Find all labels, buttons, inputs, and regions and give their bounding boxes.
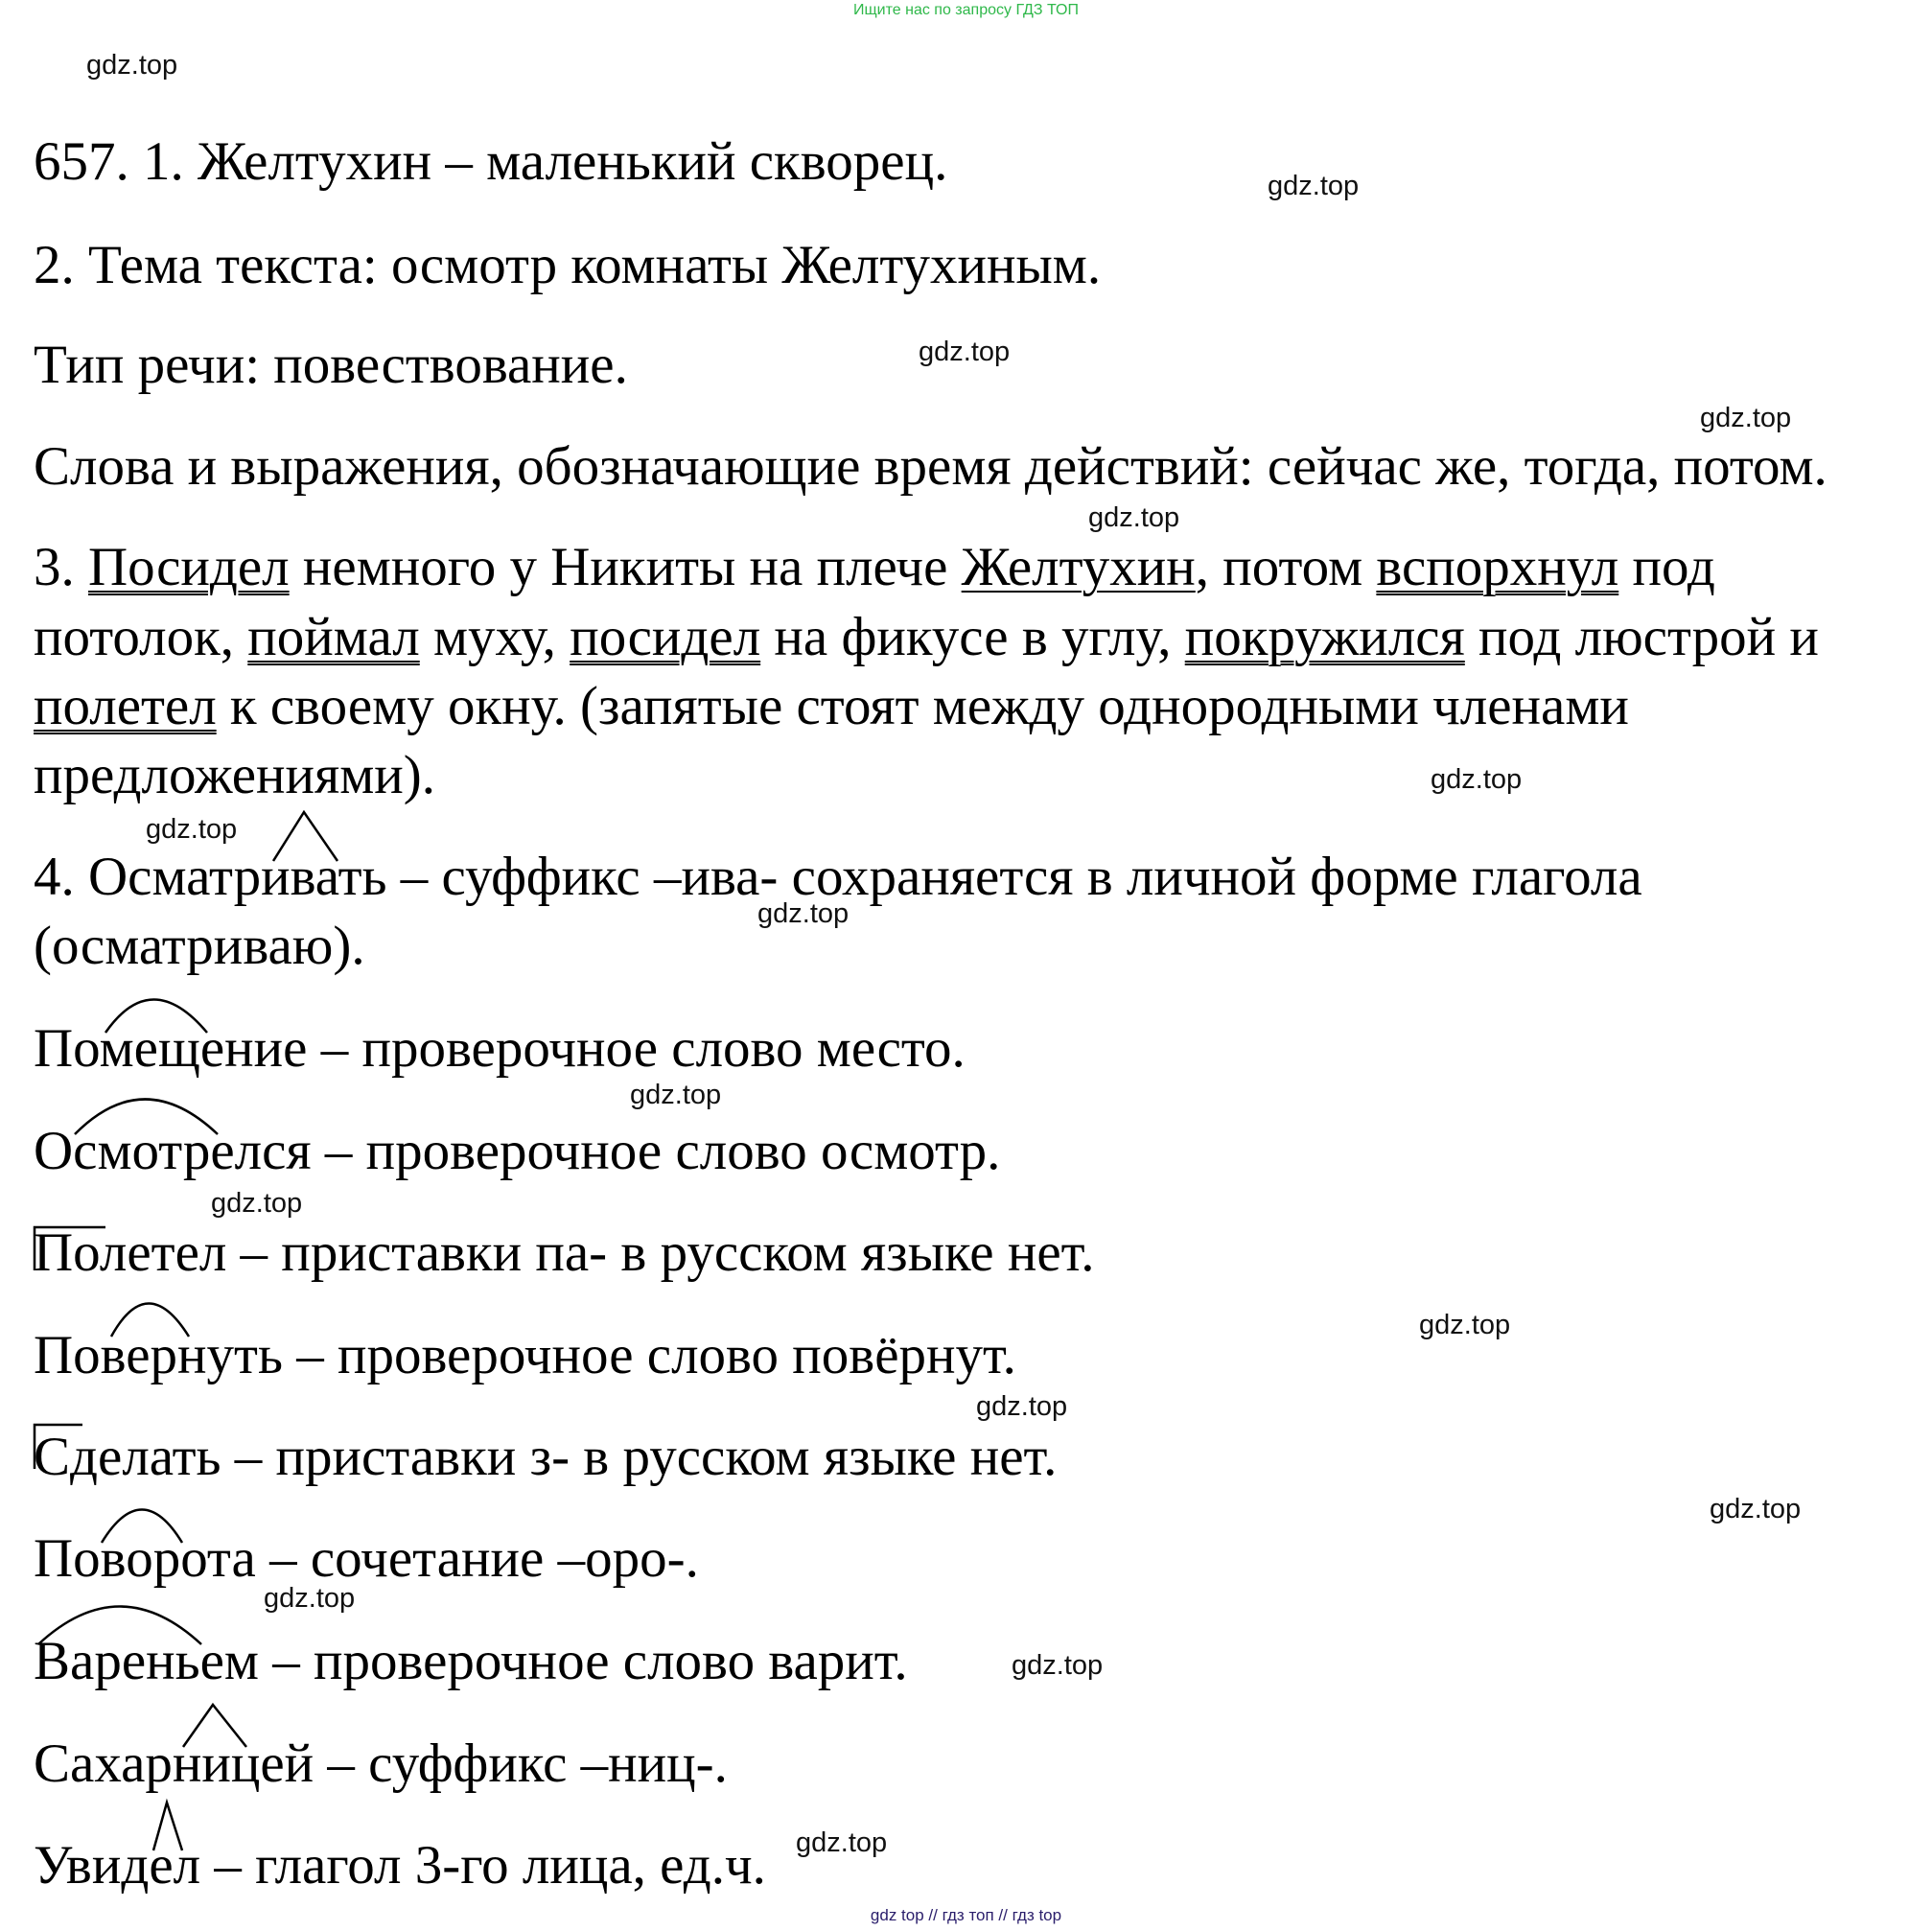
answer-line-6 [34, 607, 1819, 667]
watermark: gdz.top [146, 814, 238, 845]
answer-line-7 [34, 676, 1629, 736]
answer-line-15: Сделать – приставки з- в русском языке нет. [34, 1427, 1058, 1487]
watermark: gdz.top [1419, 1310, 1511, 1340]
subject-underlined: Желтухин [961, 537, 1196, 597]
predicate-underlined: полетел [34, 676, 217, 736]
top-banner: Ищите нас по запросу ГДЗ ТОП [853, 2, 1079, 18]
text-span: потолок, [34, 607, 248, 667]
watermark: gdz.top [1268, 171, 1360, 201]
answer-line-16: Поворота – сочетание –оро-. [34, 1528, 699, 1589]
answer-line-12: Осмотрелся – проверочное слово осмотр. [34, 1121, 1001, 1181]
answer-line-3: Тип речи: повествование. [34, 335, 628, 395]
watermark: gdz.top [630, 1080, 722, 1110]
answer-line-1: 657. 1. Желтухин – маленький скворец. [34, 131, 948, 192]
predicate-underlined: покружился [1184, 607, 1465, 667]
answer-line-17: Вареньем – проверочное слово варит. [34, 1631, 908, 1691]
answer-line-11: Помещение – проверочное слово место. [34, 1018, 966, 1079]
watermark: gdz.top [919, 337, 1011, 367]
answer-line-4: Слова и выражения, обозначающие время действий: сейчас же, тогда, потом. [34, 436, 1827, 497]
text-span: к своему окну. (запятые стоят между однородными членами [216, 676, 1629, 736]
text-span: , потом [1195, 537, 1377, 597]
watermark: gdz.top [757, 898, 850, 929]
answer-line-18: Сахарницей – суффикс –ниц-. [34, 1733, 728, 1794]
predicate-underlined: вспорхнул [1376, 537, 1619, 597]
answer-line-10: (осматриваю). [34, 916, 365, 976]
answer-line-2: 2. Тема текста: осмотр комнаты Желтухиным. [34, 235, 1102, 295]
text-span: муху, [419, 607, 570, 667]
text-span: на фикусе в углу, [760, 607, 1185, 667]
text-span: немного у Никиты на плече [289, 537, 962, 597]
predicate-underlined: поймал [247, 607, 420, 667]
text-span: 3. [34, 537, 88, 597]
footer: gdz top // гдз топ // гдз top [870, 1906, 1062, 1924]
watermark: gdz.top [976, 1391, 1068, 1422]
predicate-underlined: Посидел [88, 537, 290, 597]
text-span: под [1618, 537, 1715, 597]
answer-line-13: Полетел – приставки па- в русском языке нет. [34, 1222, 1095, 1283]
answer-line-14: Повернуть – проверочное слово повёрнут. [34, 1325, 1016, 1385]
watermark: gdz.top [1700, 403, 1792, 433]
answer-line-9: 4. Осматривать – суффикс –ива- сохраняется в личной форме глагола [34, 847, 1642, 907]
predicate-underlined: посидел [570, 607, 761, 667]
watermark: gdz.top [211, 1188, 303, 1219]
answer-line-5 [34, 537, 1715, 597]
watermark: gdz.top [796, 1827, 888, 1858]
watermark: gdz.top [264, 1583, 356, 1614]
watermark: gdz.top [1088, 502, 1180, 533]
answer-line-19: Увидел – глагол 3-го лица, ед.ч. [34, 1835, 766, 1896]
watermark: gdz.top [1710, 1494, 1802, 1524]
text-span: под люстрой и [1464, 607, 1819, 667]
watermark: gdz.top [86, 50, 178, 81]
answer-line-8: предложениями). [34, 745, 436, 805]
watermark: gdz.top [1012, 1650, 1104, 1681]
watermark: gdz.top [1431, 764, 1523, 795]
